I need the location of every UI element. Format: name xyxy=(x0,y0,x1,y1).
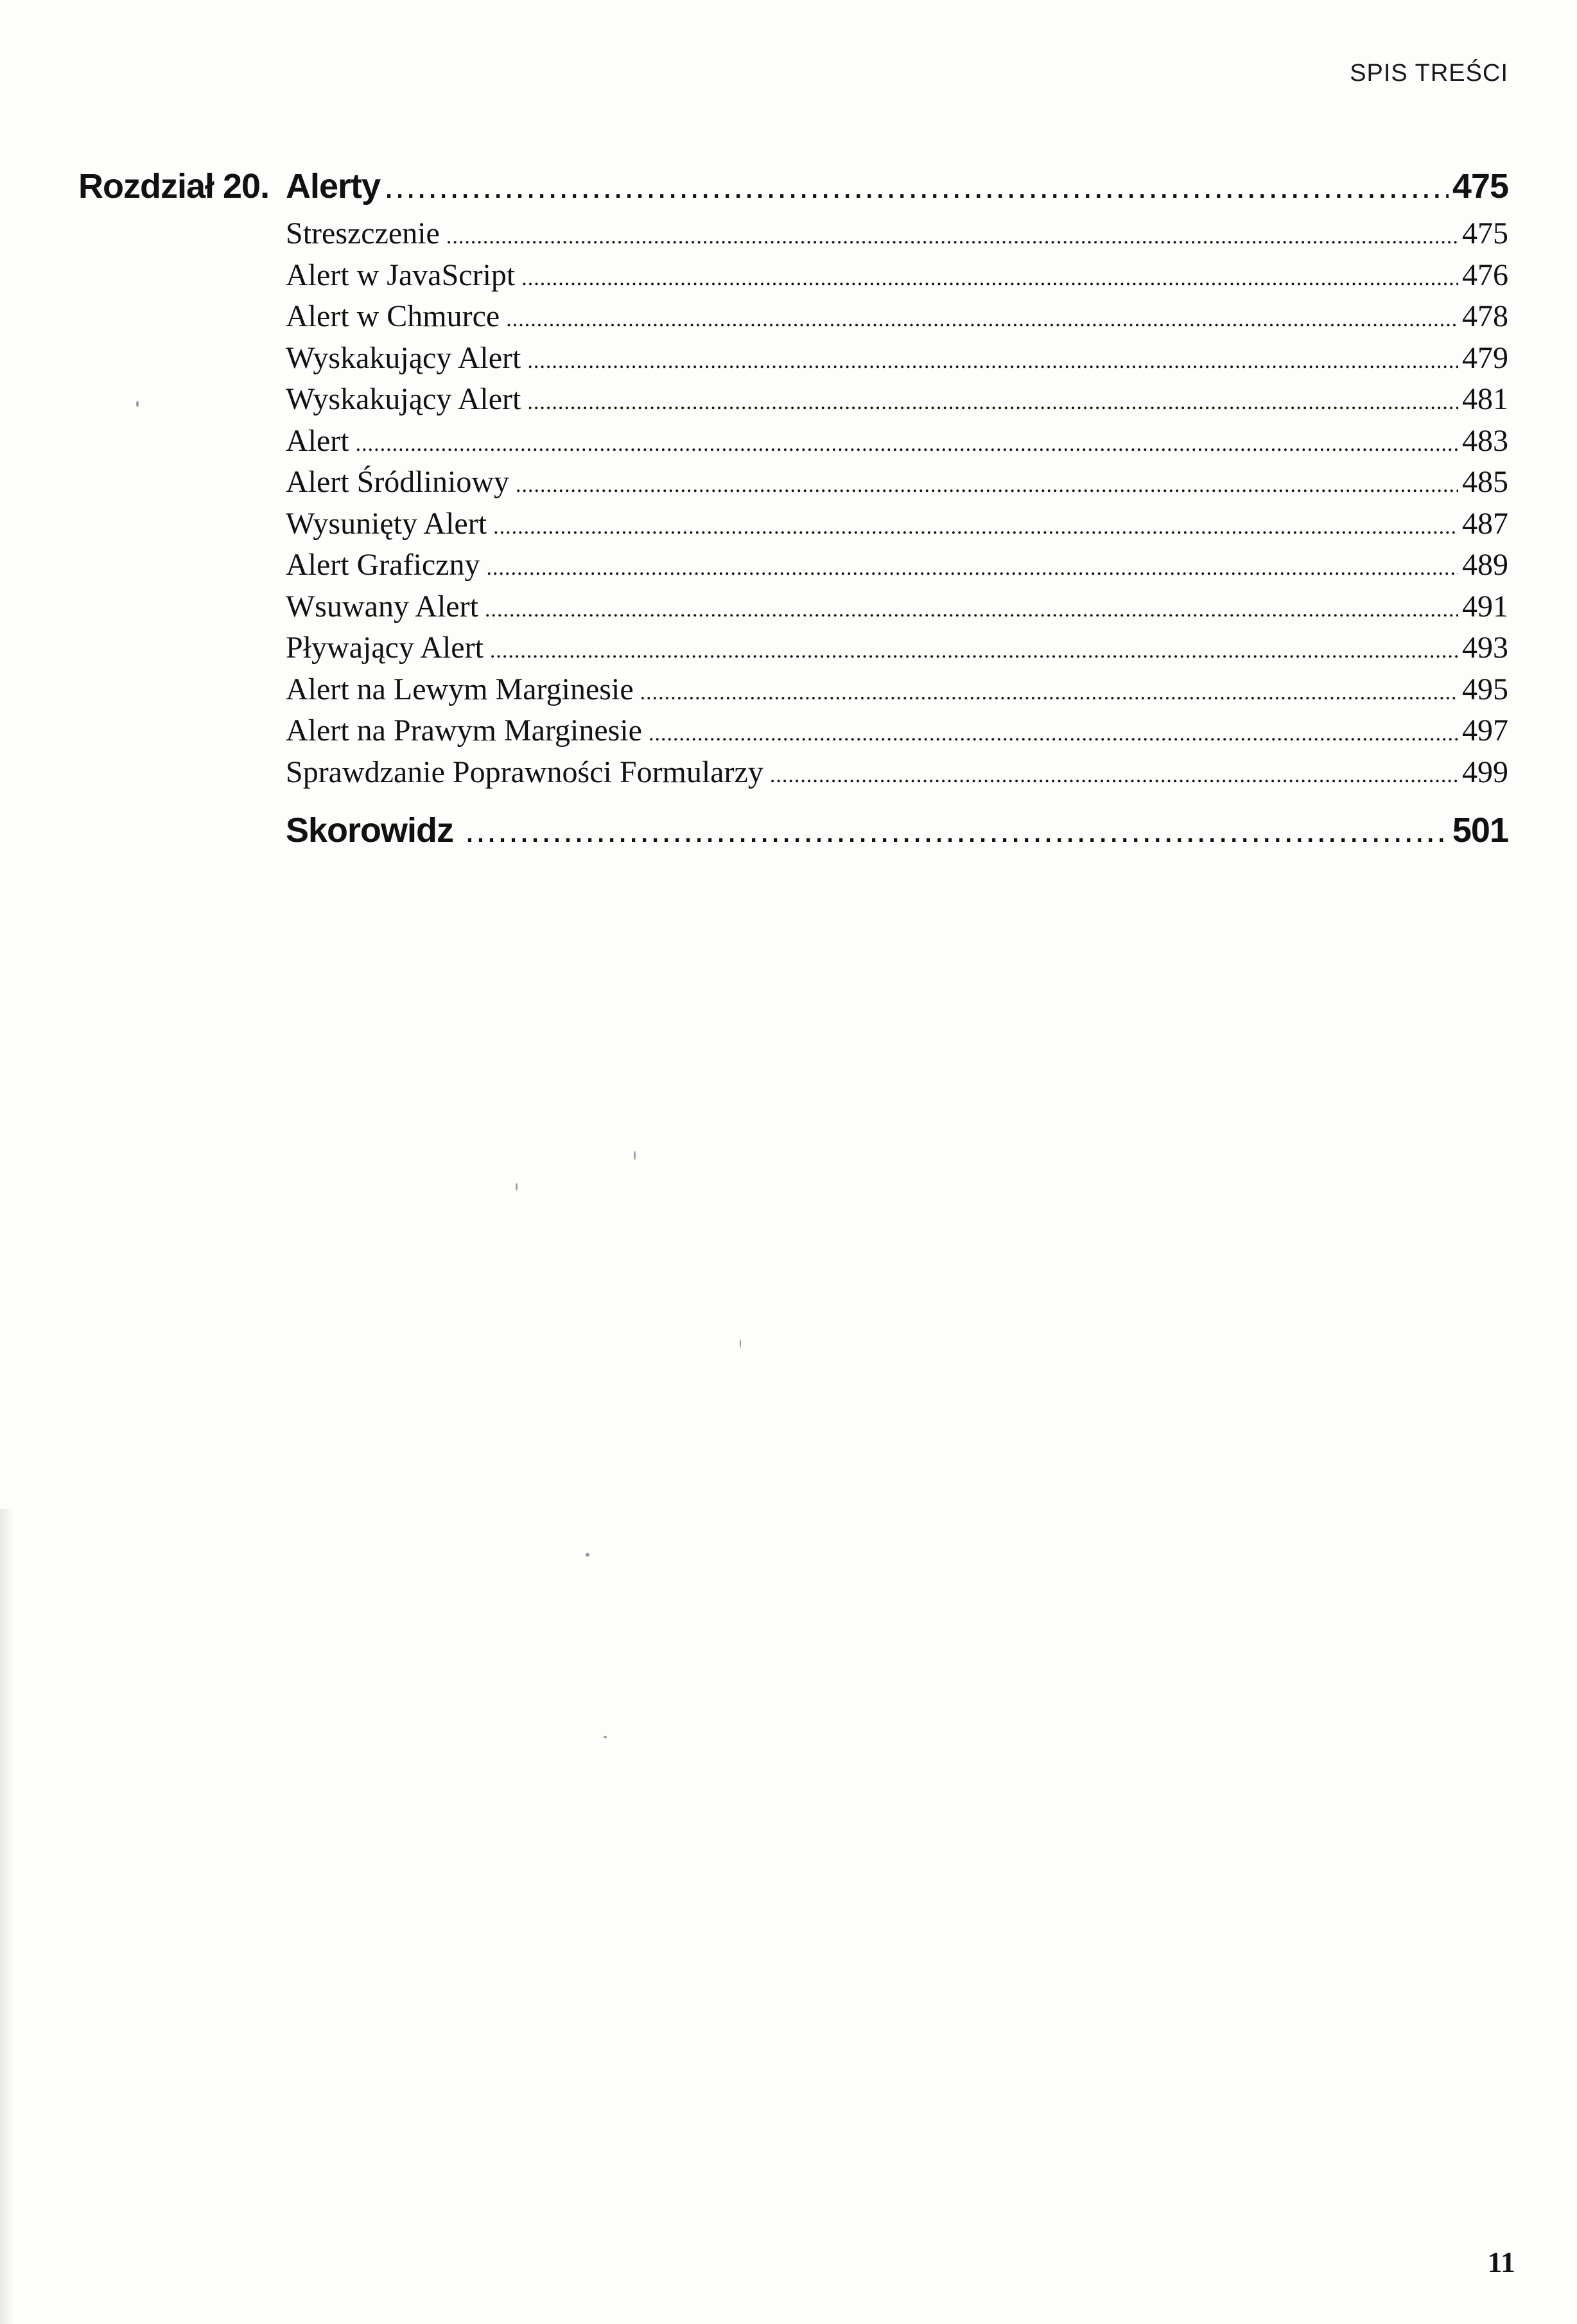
toc-entry-title: Wyskakujący Alert xyxy=(286,382,521,416)
dot-leader xyxy=(465,810,1449,850)
toc-entry xyxy=(286,340,1508,382)
toc-entry xyxy=(286,381,1508,423)
toc-entry-title: Alert w JavaScript xyxy=(286,258,516,292)
toc-entry xyxy=(286,755,1508,796)
running-head: SPIS TREŚCI xyxy=(1350,60,1508,87)
dot-leader xyxy=(493,515,1458,539)
toc-entry-page: 483 xyxy=(1462,423,1508,458)
dot-leader xyxy=(487,556,1458,581)
toc-entry-list xyxy=(286,216,1508,796)
toc-entry-title: Alert w Chmurce xyxy=(286,299,500,333)
toc-entry-page: 476 xyxy=(1462,258,1508,292)
toc-entry-page: 491 xyxy=(1462,589,1508,624)
toc-entry-title: Alert na Lewym Marginesie xyxy=(286,672,634,706)
dot-leader xyxy=(490,639,1458,663)
chapter-heading xyxy=(78,166,1508,215)
toc-entry xyxy=(286,713,1508,755)
toc-entry xyxy=(286,216,1508,258)
toc-entry-page: 478 xyxy=(1462,299,1508,333)
index-title: Skorowidz xyxy=(286,811,454,850)
chapter-title: Alerty xyxy=(286,167,381,205)
scan-speck xyxy=(740,1339,741,1348)
toc-entry-page: 499 xyxy=(1462,755,1508,789)
toc-entry-title: Wyskakujący Alert xyxy=(286,340,521,375)
toc-entry-title: Alert na Prawym Marginesie xyxy=(286,713,642,747)
toc-entry xyxy=(286,258,1508,299)
toc-entry xyxy=(286,630,1508,672)
toc-entry-page: 495 xyxy=(1462,672,1508,706)
toc-entry-title: Alert Śródliniowy xyxy=(286,465,509,499)
toc-entry-page: 475 xyxy=(1462,216,1508,250)
toc-entry-title: Alert xyxy=(286,423,349,458)
toc-entry-page: 485 xyxy=(1462,465,1508,499)
toc-entry-page: 493 xyxy=(1462,631,1508,665)
toc-entry-title: Pływający Alert xyxy=(286,631,484,665)
dot-leader xyxy=(356,432,1458,457)
dot-leader xyxy=(506,308,1458,332)
scan-speck xyxy=(604,1736,607,1738)
dot-leader xyxy=(446,225,1458,249)
dot-leader xyxy=(485,598,1458,622)
toc-entry-title: Streszczenie xyxy=(286,216,440,250)
index-page-number: 501 xyxy=(1452,811,1508,850)
toc-entry-page: 481 xyxy=(1462,382,1508,416)
toc-entry xyxy=(286,506,1508,548)
toc-entry xyxy=(286,672,1508,713)
toc-entry-page: 497 xyxy=(1462,713,1508,747)
toc-entry-page: 487 xyxy=(1462,506,1508,541)
dot-leader xyxy=(527,390,1458,415)
toc-entry xyxy=(286,299,1508,340)
chapter-label: Rozdział 20. xyxy=(78,167,270,205)
chapter-page-number: 475 xyxy=(1452,167,1508,205)
toc-entry xyxy=(286,423,1508,465)
toc-entry-title: Sprawdzanie Poprawności Formularzy xyxy=(286,755,763,789)
dot-leader xyxy=(649,722,1458,746)
dot-leader xyxy=(521,266,1458,291)
toc-entry-title: Alert Graficzny xyxy=(286,548,480,582)
dot-leader xyxy=(384,166,1449,206)
scan-speck xyxy=(136,401,139,407)
dot-leader xyxy=(516,473,1458,498)
toc-entry-page: 489 xyxy=(1462,548,1508,582)
scan-speck xyxy=(586,1553,589,1557)
toc-entry xyxy=(286,547,1508,589)
scan-edge-shadow xyxy=(0,1509,14,2324)
toc-entry-title: Wsuwany Alert xyxy=(286,589,478,624)
index-heading xyxy=(286,810,1508,862)
toc-entry-page: 479 xyxy=(1462,340,1508,375)
toc-entry-title: Wysunięty Alert xyxy=(286,506,487,541)
toc-entry xyxy=(286,464,1508,506)
scan-speck xyxy=(516,1183,518,1191)
toc-entry xyxy=(286,589,1508,631)
dot-leader xyxy=(640,681,1458,705)
dot-leader xyxy=(770,764,1458,788)
page-folio: 11 xyxy=(1487,2246,1515,2278)
dot-leader xyxy=(527,349,1458,374)
scan-speck xyxy=(634,1151,636,1160)
